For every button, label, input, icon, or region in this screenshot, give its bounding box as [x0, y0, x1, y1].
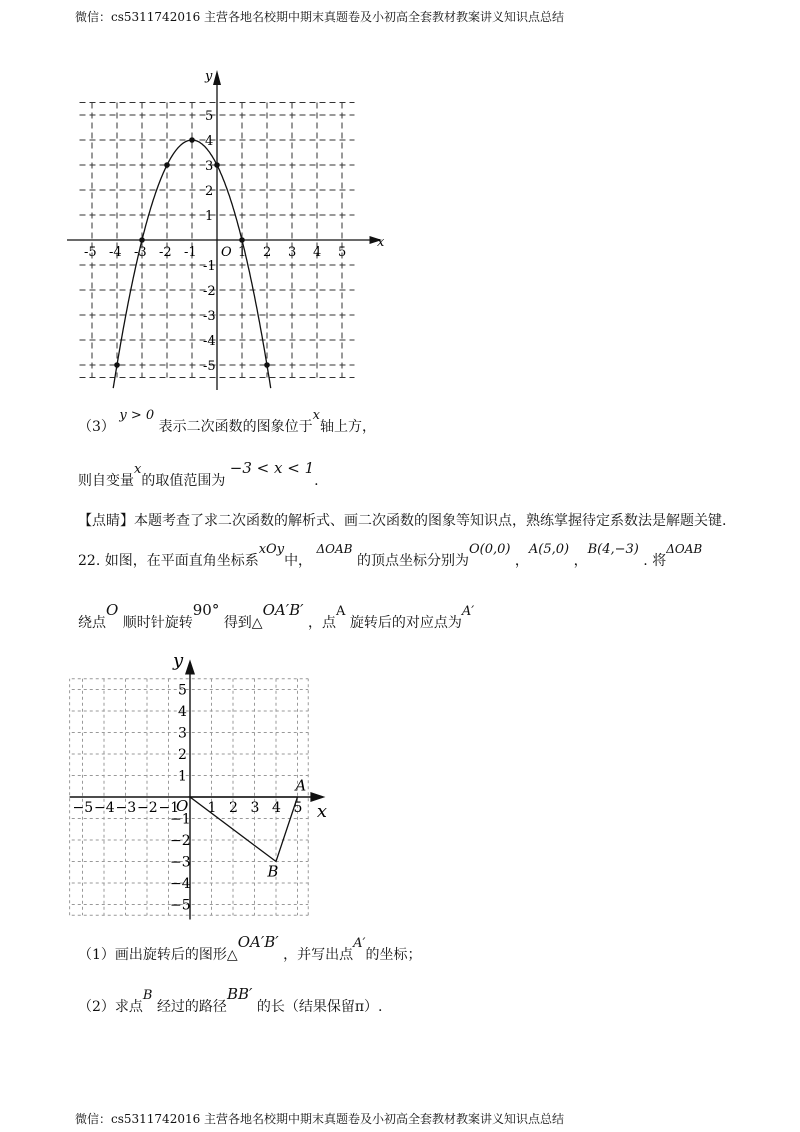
sub2-a: （2）求点 [78, 999, 143, 1015]
y-tick-label: -1 [203, 259, 216, 274]
origin-label: O [176, 797, 189, 815]
sub1-line [78, 933, 422, 964]
part3-line2-a: 则自变量 [78, 473, 134, 489]
parabola-point [139, 237, 145, 243]
x-tick-label: 4 [313, 245, 322, 260]
x-tick-label: −4 [94, 800, 115, 816]
sub1-rotated: OA′B′ [237, 933, 279, 951]
x-tick-label: -1 [184, 245, 197, 260]
q22-triangle2: ΔOAB [666, 542, 703, 556]
y-tick-label: −1 [170, 811, 191, 828]
y-tick-label: 5 [178, 682, 187, 699]
x-tick-label: 3 [250, 800, 260, 816]
sub2-line [78, 985, 383, 1016]
q22-xoy: xOy [258, 542, 285, 557]
part3-line2-b: 的取值范围为 [141, 473, 226, 489]
comment-note: 【点睛】本题考查了求二次函数的解析式、画二次函数的图象等知识点，熟练掌握待定系数法是解题关键. [78, 513, 727, 529]
x-axis-label: x [316, 801, 328, 822]
y-axis-arrow [213, 70, 221, 85]
x-tick-label: −1 [158, 800, 180, 816]
y-tick-label: -5 [203, 359, 216, 374]
y-tick-label: 3 [205, 159, 214, 174]
x-tick-label: -3 [134, 245, 147, 260]
q22-O: O(0,0) [468, 542, 511, 557]
y-tick-label: −3 [170, 854, 191, 871]
q22-B: B(4,−3) [587, 542, 639, 557]
y-tick-label: 5 [205, 109, 214, 124]
sub1-c: 的坐标； [365, 947, 422, 963]
y-tick-label: −5 [170, 897, 191, 914]
x-tick-label: −3 [115, 800, 137, 816]
part3-period: . [314, 473, 319, 489]
y-tick-label: −2 [170, 833, 191, 849]
y-axis-label: y [173, 649, 184, 671]
y-tick-label: 3 [178, 725, 187, 742]
sub2-arc: BB′ [226, 985, 253, 1003]
sub2-B: B [142, 988, 153, 1003]
q22-line1 [78, 542, 703, 570]
y-tick-label: −4 [170, 876, 191, 892]
x-tick-label: 2 [263, 245, 272, 260]
y-tick-label: 2 [205, 184, 214, 199]
q22-rotated: OA′B′ [262, 601, 304, 619]
point-B-label: B [267, 862, 279, 881]
parabola-point [239, 237, 245, 243]
x-tick-label: −5 [72, 800, 94, 816]
sub1-A2: A′ [353, 936, 366, 951]
q22-A: A(5,0) [528, 542, 570, 557]
y-axis-label: y [205, 69, 213, 84]
x-tick-label: -5 [84, 245, 97, 260]
parabola-point [189, 137, 195, 143]
q22-triangle: ΔOAB [316, 542, 353, 556]
parabola-point [114, 362, 120, 368]
part3-line2 [78, 459, 319, 490]
y-tick-label: 1 [205, 209, 214, 224]
x-tick-label: 1 [238, 245, 247, 260]
q22-l2-A2: A′ [461, 604, 475, 619]
page-header: 微信：cs5311742016 主营各地名校期中期末真题卷及小初高全套教材教案讲义知识点总结 [75, 10, 565, 24]
part3-line1 [78, 408, 376, 436]
q22-l2-A: A [336, 604, 346, 619]
x-tick-label: 2 [229, 800, 238, 816]
y-tick-label: -2 [203, 284, 216, 299]
point-A-label: A [295, 776, 307, 795]
x-tick-label: -2 [159, 245, 172, 260]
q22-l2-c: 得到△ [223, 615, 263, 631]
sub2-c: 的长（结果保留π）. [256, 999, 383, 1015]
parabola-point [214, 162, 220, 168]
x-tick-label: 5 [293, 800, 303, 816]
x-tick-label: −2 [137, 800, 158, 816]
parabola-graph [75, 65, 385, 395]
part3-range: −3 < x < 1 [229, 459, 315, 477]
q22-comma2: ， [573, 553, 588, 569]
x-tick-label: 1 [207, 800, 217, 816]
q22-will: . 将 [643, 553, 667, 569]
y-tick-label: 4 [178, 704, 187, 720]
x-tick-label: 5 [338, 245, 347, 260]
y-tick-label: 4 [205, 134, 214, 149]
y-tick-label: 1 [178, 768, 187, 785]
triangle-graph [70, 650, 330, 920]
q22-mid: 中， [284, 553, 313, 569]
q22-l2-O: O [106, 601, 119, 619]
q22-line2 [78, 601, 475, 632]
parabola-point [164, 162, 170, 168]
q22-l2-a: 绕点 [78, 615, 106, 631]
x-axis-label: x [377, 235, 385, 250]
part3-label: （3） [78, 419, 115, 435]
page-footer: 微信：cs5311742016 主营各地名校期中期末真题卷及小初高全套教材教案讲义知识点总结 [75, 1112, 565, 1126]
q22-l2-d: ，点 [308, 615, 337, 631]
part3-x: x [312, 408, 320, 423]
part3-x2: x [134, 462, 142, 477]
q22-vertices: 的顶点坐标分别为 [356, 553, 469, 569]
x-tick-label: 3 [288, 245, 297, 260]
parabola-point [264, 362, 270, 368]
part3-text2: 轴上方， [319, 419, 376, 435]
sub1-b: ，并写出点 [283, 947, 354, 963]
part3-text1: 表示二次函数的图象位于 [158, 419, 313, 435]
origin-label: O [221, 245, 232, 260]
x-tick-label: -4 [109, 245, 122, 260]
q22-comma1: ， [514, 553, 529, 569]
y-axis-arrow [185, 659, 195, 674]
y-tick-label: -3 [203, 309, 216, 324]
y-tick-label: 2 [178, 747, 187, 763]
sub2-b: 经过的路径 [156, 999, 227, 1015]
q22-l2-e: 旋转后的对应点为 [349, 615, 462, 631]
x-tick-label: 4 [272, 800, 281, 816]
y-tick-label: -4 [203, 334, 216, 349]
q22-l2-b: 顺时针旋转 [122, 615, 193, 631]
q22-number: 22. 如图，在平面直角坐标系 [78, 553, 259, 569]
triangle-OAB [190, 797, 298, 862]
q22-degree: 90° [192, 601, 220, 619]
part3-condition: y > 0 [119, 408, 155, 423]
sub1-a: （1）画出旋转后的图形△ [78, 947, 238, 963]
